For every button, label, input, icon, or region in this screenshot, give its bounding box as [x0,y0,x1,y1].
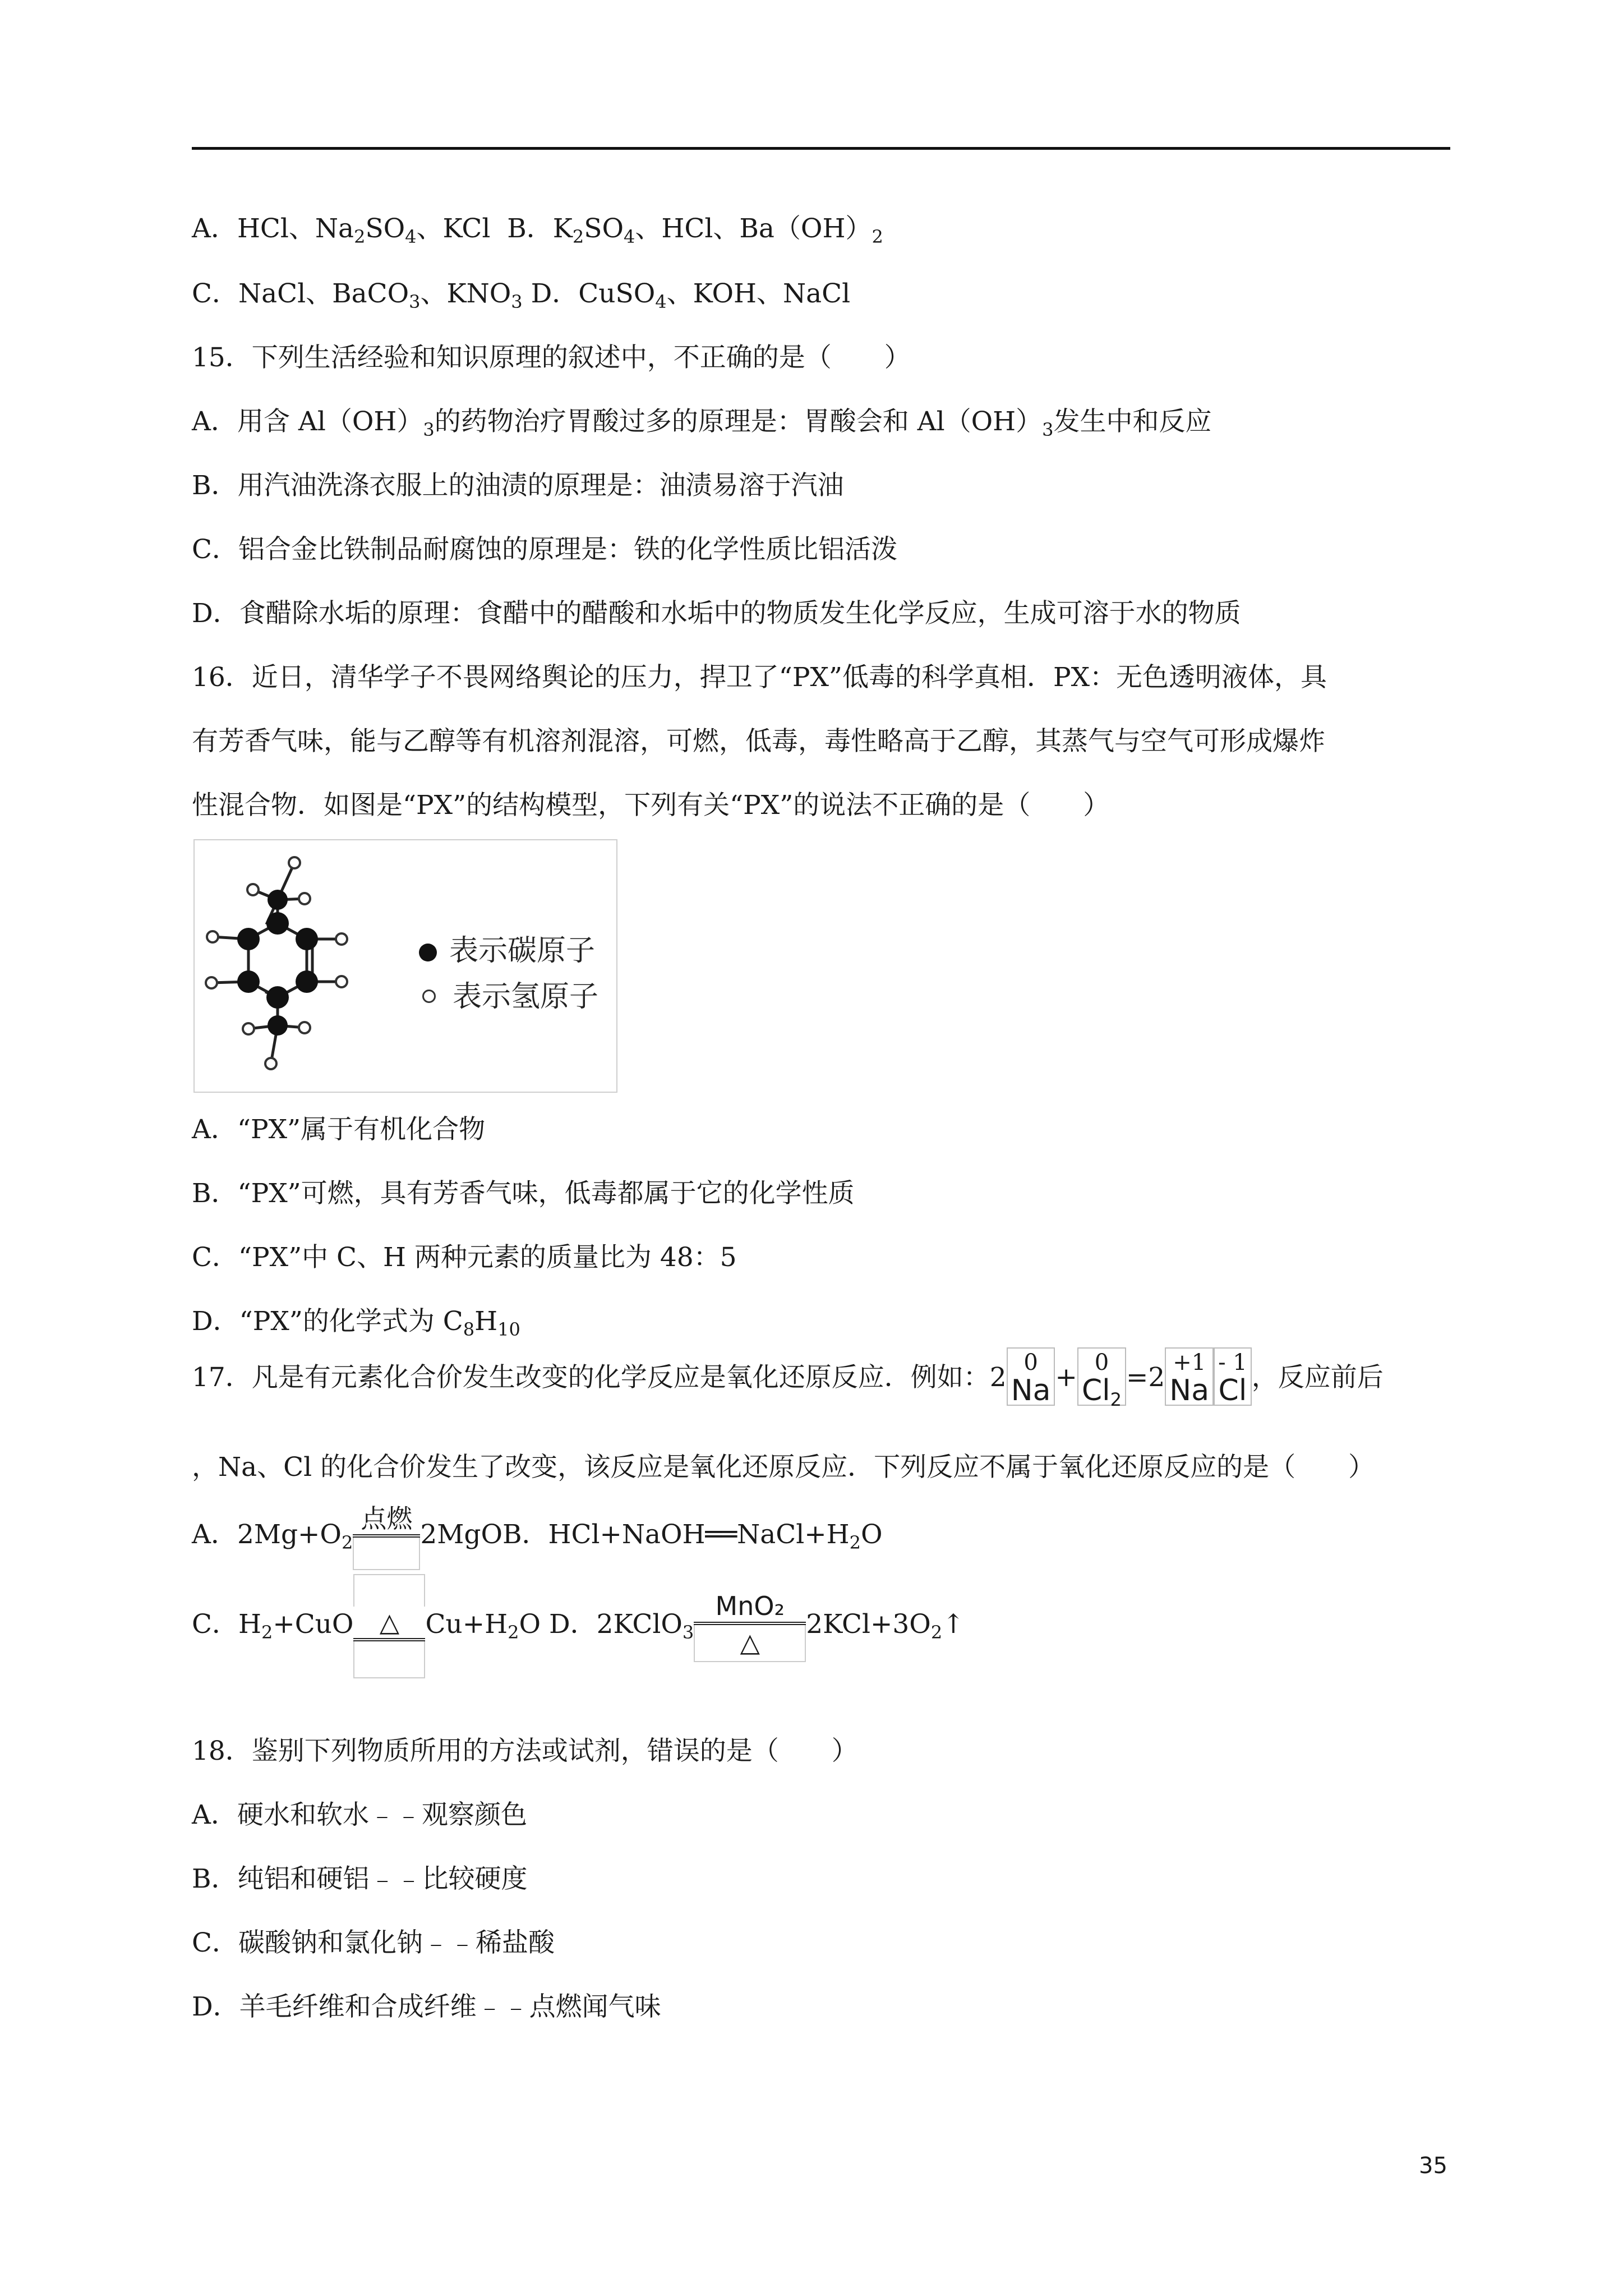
na-plus-valence: +1 Na [1165,1347,1214,1406]
legend-carbon: 表示碳原子 [419,927,595,969]
page-number: 35 [1419,2153,1447,2179]
q17-options-ab: A．$2Mg+O_2$ 点燃 2MgOB．$HCl+NaOH══NaCl+H_2O$ [192,1501,883,1570]
q15-stem: 15．下列生活经验和知识原理的叙述中，不正确的是（ ） [192,342,911,373]
catalyst-condition: MnO₂ △ [694,1590,806,1662]
q18-option-d: D．羊毛纤维和合成纤维﹣﹣点燃闻气味 [192,1991,661,2022]
q15-option-b: B．用汽油洗涤衣服上的油渍的原理是：油渍易溶于汽油 [192,470,844,501]
q18-option-a: A．硬水和软水﹣﹣观察颜色 [192,1800,527,1830]
q15-option-c: C．铝合金比铁制品耐腐蚀的原理是：铁的化学性质比铝活泼 [192,534,897,565]
q15-option-d: D．食醋除水垢的原理：食醋中的醋酸和水垢中的物质发生化学反应，生成可溶于水的物质 [192,598,1241,629]
q17-stem-line1: 17．凡是有元素化合价发生改变的化学反应是氧化还原反应．例如：2 0 Na + 0 $Cl_2$ =2 +1 Na - 1 Cl ，反应前后 [192,1347,1384,1406]
legend-hydrogen: 表示氢原子 [419,973,598,1015]
q14-options-ab: A．HCl、$Na_2SO_4$、KCl B．$K_2SO_4$、HCl、$Ba(OH)_2$ [192,213,883,247]
carbon-atom-icon [419,944,437,961]
q17-options-cd: C．$H_2+CuO$ △ $Cu+H_2O$ D．2KClO$_3$ MnO₂ △ $2KCl+3O_2↑$ [192,1574,965,1678]
px-structure-figure [193,839,617,1093]
cl-valence: 0 $Cl_2$ [1077,1347,1126,1406]
header-rule [192,147,1450,150]
px-molecule-model [195,840,408,1092]
q16-option-d: D．“PX”的化学式为 $C_8H_{10}$ [192,1306,520,1340]
q16-option-c: C．“PX”中 C、H 两种元素的质量比为 48：5 [192,1242,737,1273]
q16-option-b: B．“PX”可燃，具有芳香气味，低毒都属于它的化学性质 [192,1178,855,1209]
cl-minus-valence: - 1 Cl [1214,1347,1252,1406]
q16-stem-line3: 性混合物．如图是“PX”的结构模型，下列有关“PX”的说法不正确的是（ ） [192,790,1110,821]
q18-option-b: B．纯铝和硬铝﹣﹣比较硬度 [192,1864,528,1894]
q18-option-c: C．碳酸钠和氯化钠﹣﹣稀盐酸 [192,1927,555,1958]
q17-stem-line2: ，Na、Cl 的化合价发生了改变，该反应是氧化还原反应．下列反应不属于氧化还原反应的是（ ） [192,1452,1375,1483]
na-valence: 0 Na [1007,1347,1055,1406]
heat-condition: △ [353,1574,425,1678]
q16-stem-line2: 有芳香气味，能与乙醇等有机溶剂混溶，可燃，低毒，毒性略高于乙醇，其蒸气与空气可形成爆炸 [192,726,1325,757]
q18-stem: 18．鉴别下列物质所用的方法或试剂，错误的是（ ） [192,1736,858,1766]
hydrogen-atom-icon [422,990,436,1003]
ignite-condition: 点燃 [353,1503,420,1570]
q16-stem-line1: 16．近日，清华学子不畏网络舆论的压力，捍卫了“PX”低毒的科学真相．PX：无色透明液体，具 [192,662,1327,693]
q16-option-a: A．“PX”属于有机化合物 [192,1114,486,1145]
q14-options-cd: C．NaCl、BaCO$_3$、$KNO_3$ D．CuSO$_4$、KOH、NaCl [192,278,851,312]
q15-option-a: A．用含 $Al(OH)_3$的药物治疗胃酸过多的原理是：胃酸会和 $Al(OH)_3$发生中和反应 [192,406,1212,440]
